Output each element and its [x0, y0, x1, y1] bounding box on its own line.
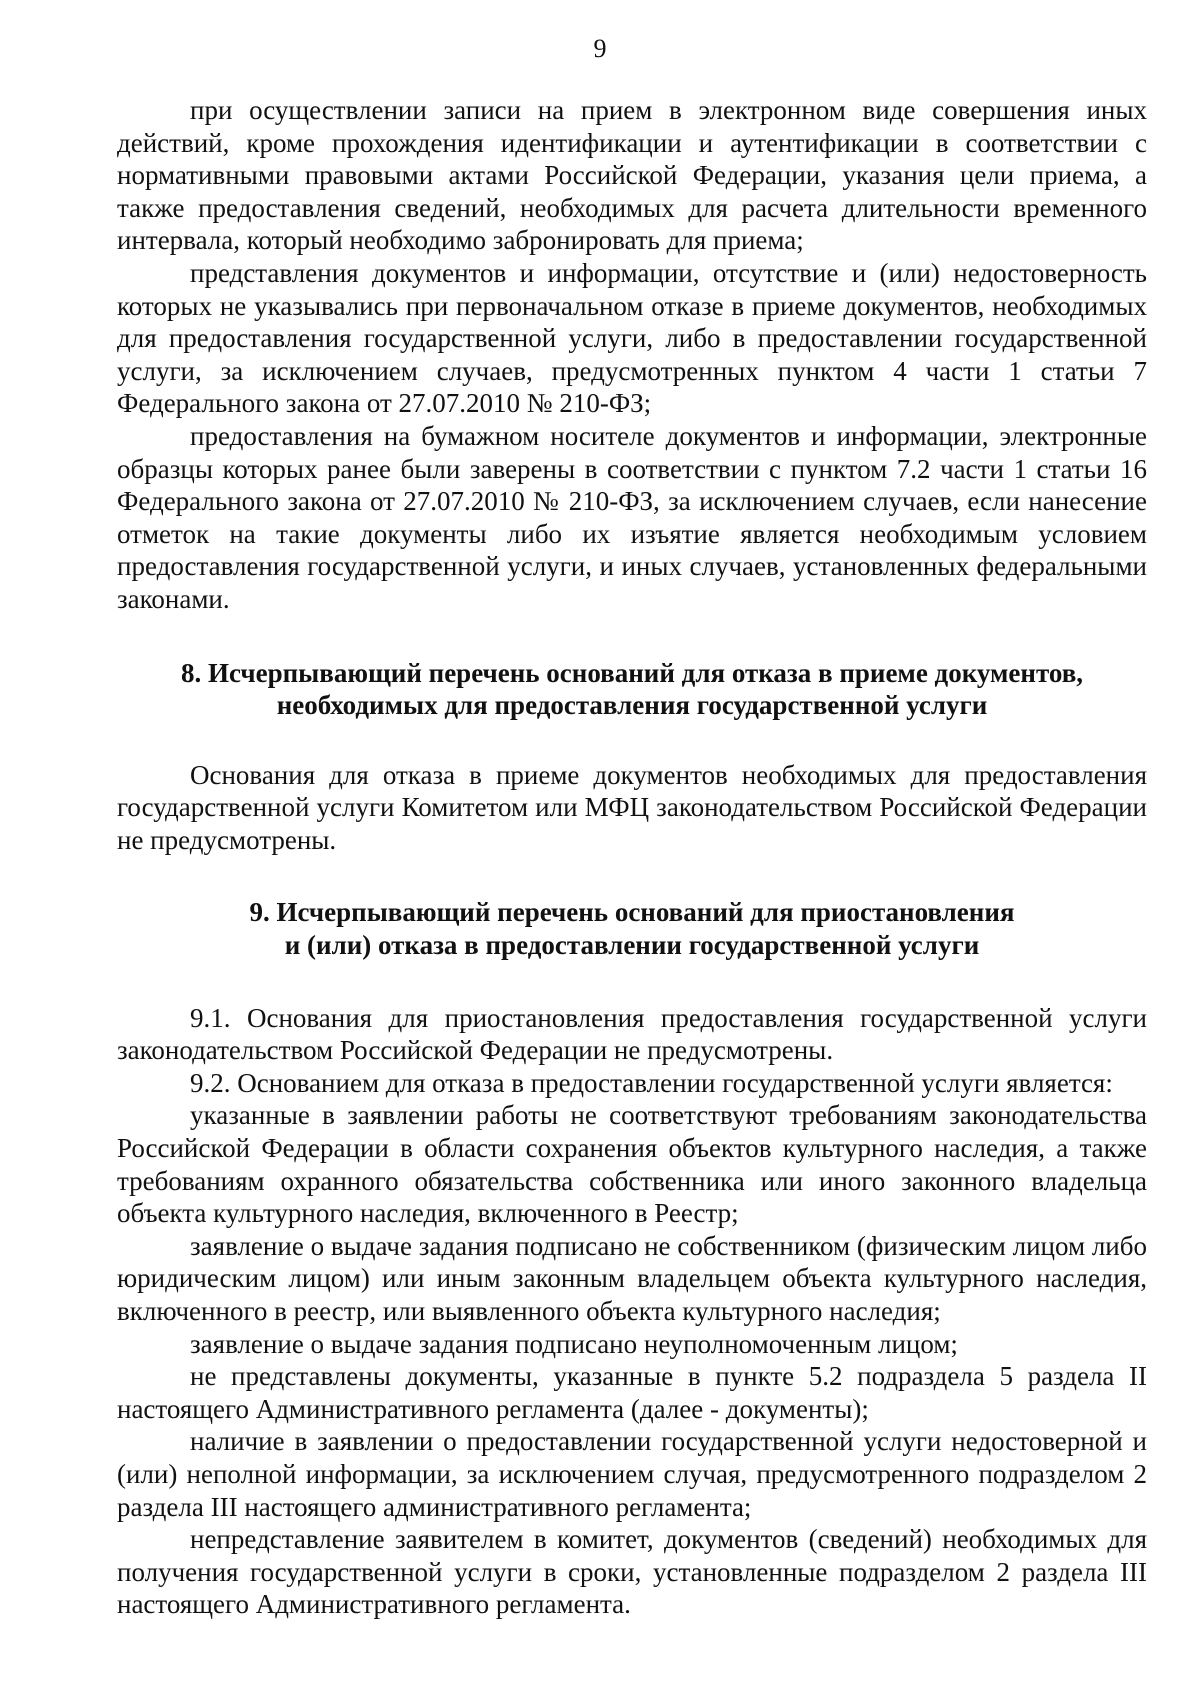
section-8-heading [117, 657, 1147, 722]
section-9-heading-line-1: 9. Исчерпывающий перечень оснований для приостановления [249, 897, 1015, 928]
refusal-reason-inaccurate-information: наличие в заявлении о предоставлении государственной услуги недостоверной и (или) неполной информации, за исключением случая, предусмотренного подразделом 2 раздела III настоящего административного регламента; [117, 1426, 1147, 1522]
refusal-reason-documents-not-provided: не представлены документы, указанные в пункте 5.2 подраздела 5 раздела II настоящего Административного регламента (далее - документы); [117, 1361, 1147, 1424]
refusal-reason-works-noncompliant: указанные в заявлении работы не соответствуют требованиям законодательства Российской Федерации в области сохранения объектов культурного наследия, а также требованиям охранного обязательства собственника или иного законного владельца объекта культурного наследия, включенного в Реестр; [117, 1100, 1147, 1229]
refusal-reason-not-signed-by-owner: заявление о выдаче задания подписано не собственником (физическим лицом либо юридическим лицом) или иным законным владельцем объекта культурного наследия, включенного в реестр, или выявленного объекта культурного наследия; [117, 1230, 1147, 1326]
section-9-heading-line-2: и (или) отказа в предоставлении государственной услуги [284, 930, 980, 961]
section-9-heading [117, 896, 1147, 961]
paragraph-documents-not-indicated: представления документов и информации, отсутствие и (или) недостоверность которых не указывались при первоначальном отказе в приеме документов, необходимых для предоставления государственной услуги, либо в предоставлении государственной услуги, за исключением случаев, предусмотренных пунктом 4 части 1 статьи 7 Федерального закона от 27.07.2010 № 210-ФЗ; [117, 257, 1147, 419]
paragraph-paper-documents: предоставления на бумажном носителе документов и информации, электронные образцы которых ранее были заверены в соответствии с пунктом 7.2 части 1 статьи 16 Федерального закона от 27.07.2010 № 210-ФЗ, за исключением случаев, если нанесение отметок на такие документы либо их изъятие является необходимым условием предоставления государственной услуги, и иных случаев, установленных федеральными законами. [117, 420, 1147, 614]
paragraph-online-appointment: при осуществлении записи на прием в электронном виде совершения иных действий, кроме прохождения идентификации и аутентификации в соответствии с нормативными правовыми актами Российской Федерации, указания цели приема, а также предоставления сведений, необходимых для расчета длительности временного интервала, который необходимо забронировать для приема; [117, 95, 1147, 256]
section-8-heading-line-2: необходимых для предоставления государственной услуги [276, 690, 988, 721]
page-number: 9 [593, 34, 607, 63]
section-8-paragraph: Основания для отказа в приеме документов необходимых для предоставления государственной услуги Комитетом или МФЦ законодательством Российской Федерации не предусмотрены. [117, 759, 1147, 855]
refusal-reason-late-submission: непредставление заявителем в комитет, документов (сведений) необходимых для получения государственной услуги в сроки, установленные подразделом 2 раздела III настоящего Административного регламента. [117, 1524, 1147, 1620]
section-8-heading-line-1: 8. Исчерпывающий перечень оснований для отказа в приеме документов, [180, 657, 1084, 688]
section-9-1-paragraph: 9.1. Основания для приостановления предоставления государственной услуги законодательством Российской Федерации не предусмотрены. [117, 1002, 1147, 1066]
section-9-2-paragraph: 9.2. Основанием для отказа в предоставлении государственной услуги является: [190, 1067, 1113, 1098]
refusal-reason-unauthorized-signer: заявление о выдаче задания подписано неуполномоченным лицом; [190, 1328, 958, 1359]
document-body [117, 94, 1147, 1621]
